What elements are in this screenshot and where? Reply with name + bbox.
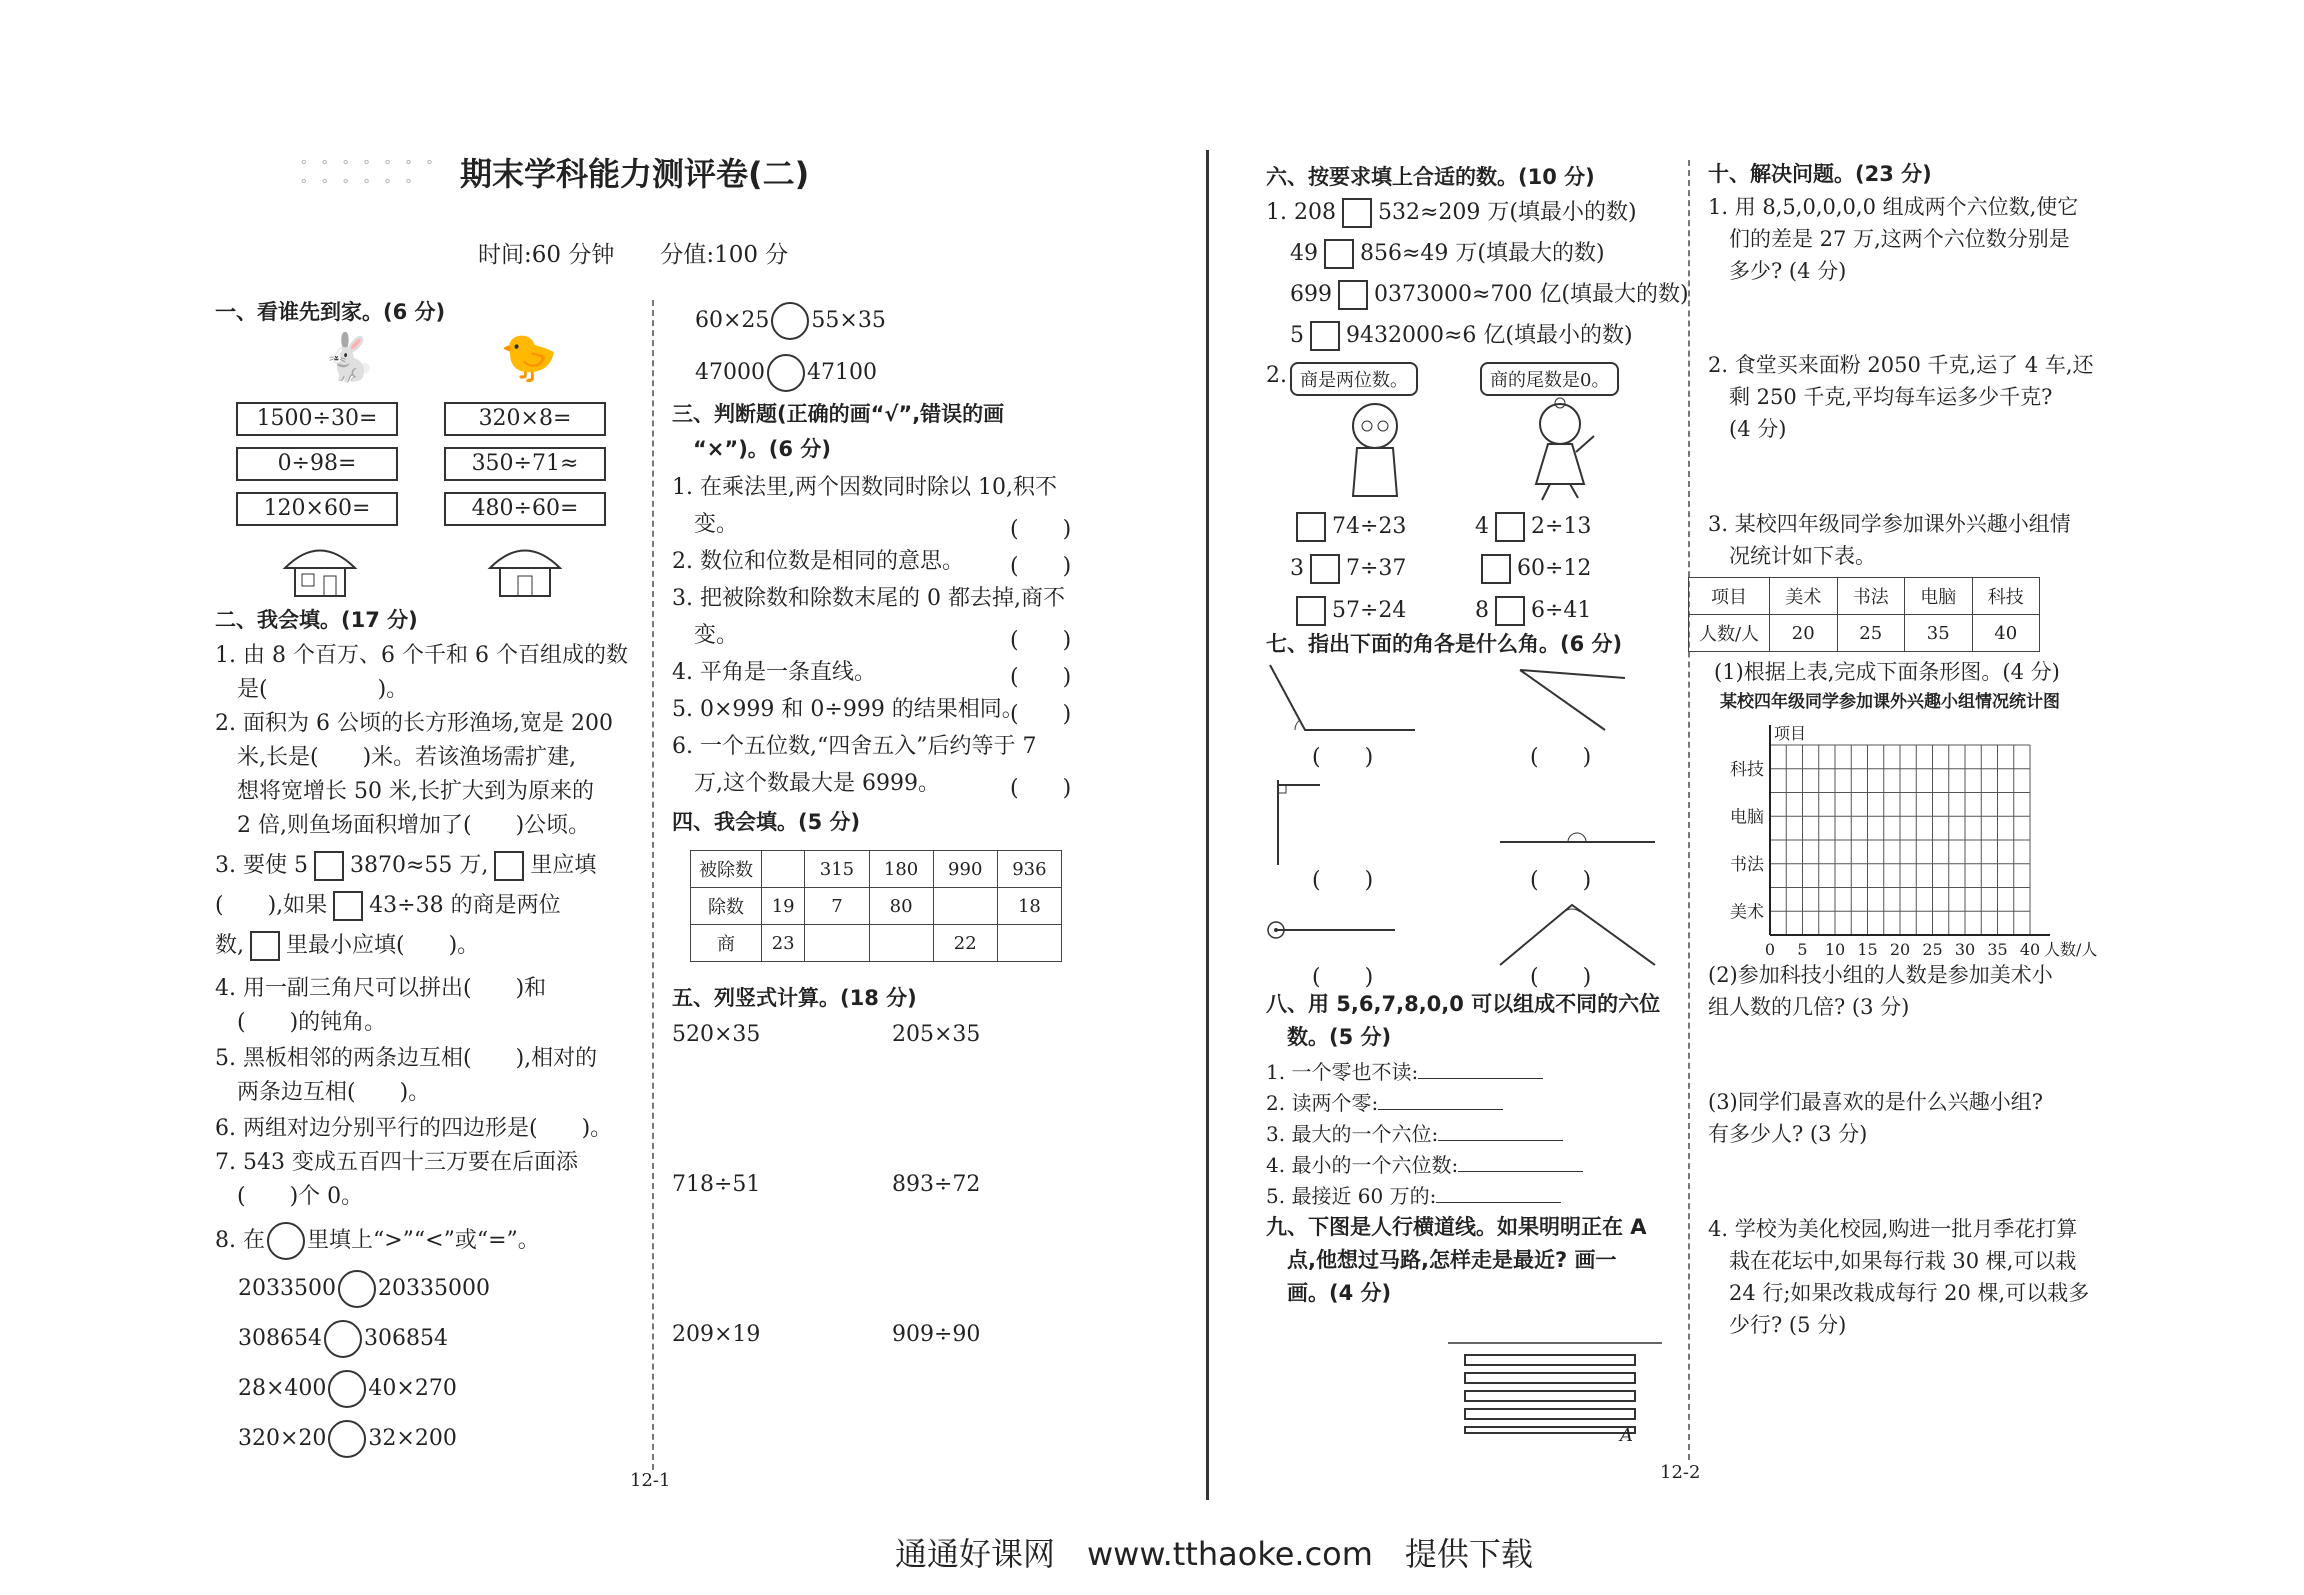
x-tick-label: 25 [1922, 940, 1943, 959]
x-tick-label: 30 [1954, 940, 1976, 959]
category-label: 书法 [1730, 854, 1764, 875]
section-6-heading: 六、按要求填上合适的数。(10 分) [1266, 165, 1595, 189]
q3-text-d: ( ),如果 [215, 893, 328, 918]
problem-line: 24 行;如果改栽成每行 20 棵,可以栽多 [1708, 1281, 2090, 1305]
quotient-row: 8 6÷41 [1475, 596, 1591, 626]
answer-paren[interactable]: ( ) [1312, 745, 1374, 770]
x-tick-label: 15 [1857, 940, 1878, 959]
compare-row: 60×25 55×35 [695, 302, 886, 340]
judge-line: 万,这个数最大是 6999。 [672, 771, 940, 796]
quotient-row: 57÷24 [1290, 596, 1406, 626]
judge-line: 3. 把被除数和除数末尾的 0 都去掉,商不 [672, 586, 1065, 611]
quotient-row: 74÷23 [1290, 512, 1406, 542]
compare-row: 320×20 32×200 [238, 1420, 457, 1458]
compare-circle[interactable] [324, 1320, 362, 1358]
judge-line: 1. 在乘法里,两个因数同时除以 10,积不 [672, 475, 1057, 500]
section-1-heading: 一、看谁先到家。(6 分) [215, 300, 446, 324]
question-line: 两条边互相( )。 [215, 1080, 431, 1105]
q3-text-a: 3. 要使 5 [215, 853, 308, 878]
problem-line: 2. 食堂买来面粉 2050 千克,运了 4 车,还 [1708, 353, 2094, 377]
problem-line: 1. 用 8,5,0,0,0,0 组成两个六位数,使它 [1708, 195, 2079, 219]
point-a-label: A [1620, 1425, 1633, 1446]
blank-square[interactable] [1296, 596, 1326, 626]
table-cell: 除数 [691, 888, 762, 925]
answer-paren[interactable]: ( ) [1312, 965, 1374, 990]
quotient-row: 3 7÷37 [1290, 554, 1406, 584]
q8-text-b: 里填上“>”“<”或“=”。 [306, 1228, 540, 1253]
angle-diagrams [1260, 660, 1680, 1010]
exam-subtitle: 时间:60 分钟 分值:100 分 [478, 242, 789, 268]
page-number: 12-2 [1660, 1462, 1701, 1483]
expr-box: 350÷71≈ [444, 447, 606, 481]
question-line: 想将宽增长 50 米,长扩大到为原来的 [215, 779, 594, 804]
chart-title: 某校四年级同学参加课外兴趣小组情况统计图 [1720, 692, 2060, 712]
crosswalk-diagram [1440, 1325, 1670, 1435]
bird-icon: 🐤 [500, 330, 558, 384]
problem-line: (3)同学们最喜欢的是什么兴趣小组? [1708, 1090, 2044, 1114]
page-title: 期末学科能力测评卷(二) [460, 155, 810, 193]
problem-line: (2)参加科技小组的人数是参加美术小 [1708, 963, 2053, 987]
fill-row: 1. 208 532≈209 万(填最小的数) [1266, 198, 1637, 228]
question-line: 2 倍,则鱼场面积增加了( )公顷。 [215, 813, 591, 838]
blank-square[interactable] [1296, 512, 1326, 542]
q3-text-f: 数, [215, 933, 244, 958]
question-line: 5. 黑板相邻的两条边互相( ),相对的 [215, 1046, 598, 1071]
question-line: 是( )。 [215, 677, 409, 702]
question-line: 1. 由 8 个百万、6 个千和 6 个百组成的数 [215, 643, 628, 668]
answer-paren[interactable]: ( ) [1312, 868, 1374, 893]
section-3-heading: 三、判断题(正确的画“√”,错误的画 [672, 402, 1005, 426]
blank-square[interactable] [1342, 198, 1372, 228]
answer-line: 1. 一个零也不读: [1266, 1058, 1543, 1084]
problem-line: 剩 250 千克,平均每车运多少千克? [1708, 385, 2053, 409]
decor-dots: ∘ ∘ ∘ ∘ ∘ ∘ ∘ ∘ ∘ ∘ ∘ ∘ ∘ [300, 152, 438, 190]
blank-square[interactable] [1495, 512, 1525, 542]
division-table: 被除数 315 180 990 936 除数 19 7 80 18 商 23 22 [690, 850, 1062, 962]
problem-line: 栽在花坛中,如果每行栽 30 棵,可以栽 [1708, 1249, 2077, 1273]
expr-box: 120×60= [236, 492, 398, 526]
calc-item: 893÷72 [892, 1172, 981, 1197]
category-label: 电脑 [1730, 807, 1764, 828]
section-8-heading: 八、用 5,6,7,8,0,0 可以组成不同的六位 [1266, 992, 1661, 1016]
question-line [215, 851, 596, 881]
blank-square[interactable] [333, 891, 363, 921]
answer-line: 2. 读两个零: [1266, 1089, 1503, 1115]
bar-chart [1710, 720, 2098, 960]
x-tick-label: 0 [1764, 940, 1776, 959]
category-label: 科技 [1730, 759, 1764, 780]
table-cell: 商 [691, 925, 762, 962]
judge-line: 2. 数位和位数是相同的意思。 [672, 549, 964, 574]
quotient-row: 60÷12 [1475, 554, 1591, 584]
quotient-row: 4 2÷13 [1475, 512, 1591, 542]
q3-text-c: 里应填 [530, 853, 597, 878]
section-10-heading: 十、解决问题。(23 分) [1708, 162, 1932, 186]
rabbit-icon: 🐇 [320, 330, 378, 384]
expr-box: 480÷60= [444, 492, 606, 526]
q3-text-e: 43÷38 的商是两位 [369, 893, 561, 918]
speech-bubble: 商的尾数是0。 [1480, 362, 1619, 396]
girl-icon [1335, 398, 1415, 502]
x-tick-label: 40 [2019, 940, 2041, 959]
question-line: 7. 543 变成五百四十三万要在后面添 [215, 1150, 578, 1175]
table-cell: 人数/人 [1689, 615, 1770, 652]
house-icon [280, 538, 360, 598]
problem-line: (4 分) [1708, 417, 1787, 441]
q2-number: 2. [1266, 363, 1287, 388]
section-9-heading-cont: 点,他想过马路,怎样走是最近? 画一 [1266, 1248, 1617, 1272]
question-line [215, 891, 561, 921]
answer-paren[interactable]: ( ) [1010, 517, 1072, 542]
x-tick-label: 35 [1987, 940, 2008, 959]
interest-table: 项目 美术 书法 电脑 科技 人数/人 20 25 35 40 [1688, 577, 2040, 652]
blank-square[interactable] [1310, 554, 1340, 584]
answer-line: 5. 最接近 60 万的: [1266, 1182, 1561, 1208]
answer-paren[interactable]: ( ) [1010, 665, 1072, 690]
table-cell: 项目 [1689, 578, 1770, 615]
question-line [215, 1222, 540, 1260]
problem-line: 况统计如下表。 [1708, 544, 1876, 568]
problem-line: (1)根据上表,完成下面条形图。(4 分) [1714, 660, 2060, 684]
compare-circle[interactable] [767, 354, 805, 392]
x-tick-label: 5 [1797, 940, 1808, 959]
blank-square[interactable] [1338, 280, 1368, 310]
question-line: ( )个 0。 [215, 1184, 364, 1209]
section-8-heading-cont: 数。(5 分) [1266, 1025, 1392, 1049]
fill-row: 5 9432000≈6 亿(填最小的数) [1290, 321, 1633, 351]
problem-line: 3. 某校四年级同学参加课外兴趣小组情 [1708, 512, 2071, 536]
problem-line: 组人数的几倍? (3 分) [1708, 995, 1910, 1019]
page-divider [1206, 150, 1209, 1500]
question-line: ( )的钝角。 [215, 1010, 387, 1035]
compare-circle[interactable] [328, 1420, 366, 1458]
answer-paren[interactable]: ( ) [1530, 745, 1592, 770]
compare-circle[interactable] [328, 1370, 366, 1408]
blank-square[interactable] [314, 851, 344, 881]
blank-square[interactable] [1324, 239, 1354, 269]
q3-text-b: 3870≈55 万, [349, 853, 489, 878]
compare-row: 2033500 20335000 [238, 1270, 490, 1308]
house-icon [485, 538, 565, 598]
y-axis-label: 项目 [1774, 724, 1807, 743]
question-line: 米,长是( )米。若该渔场需扩建, [215, 745, 577, 770]
footer-watermark: 通通好课网 www.tthaoke.com 提供下载 [895, 1535, 1533, 1573]
answer-line: 3. 最大的一个六位: [1266, 1120, 1563, 1146]
fill-row: 49 856≈49 万(填最大的数) [1290, 239, 1605, 269]
fill-row: 699 0373000≈700 亿(填最大的数) [1290, 280, 1689, 310]
judge-line: 变。 [672, 623, 739, 648]
problem-line: 们的差是 27 万,这两个六位数分别是 [1708, 227, 2070, 251]
judge-line: 6. 一个五位数,“四舍五入”后约等于 7 [672, 734, 1037, 759]
calc-item: 520×35 [672, 1022, 761, 1047]
q8-text-a: 8. 在 [215, 1228, 265, 1253]
compare-row: 28×400 40×270 [238, 1370, 457, 1408]
compare-circle[interactable] [267, 1222, 305, 1260]
category-label: 美术 [1730, 902, 1764, 923]
compare-row: 47000 47100 [695, 354, 877, 392]
q3-text-g: 里最小应填( )。 [286, 933, 480, 958]
page-number: 12-1 [630, 1470, 671, 1491]
answer-paren[interactable]: ( ) [1010, 628, 1072, 653]
answer-paren[interactable]: ( ) [1010, 776, 1072, 801]
judge-line: 5. 0×999 和 0÷999 的结果相同。 [672, 697, 1024, 722]
girl-icon [1520, 398, 1600, 502]
section-9-heading: 九、下图是人行横道线。如果明明正在 A [1266, 1215, 1647, 1239]
problem-line: 有多少人? (3 分) [1708, 1122, 1868, 1146]
answer-line: 4. 最小的一个六位数: [1266, 1151, 1583, 1177]
blank-square[interactable] [1481, 554, 1511, 584]
x-axis-label: 人数/人 [2044, 940, 2098, 959]
problem-line: 4. 学校为美化校园,购进一批月季花打算 [1708, 1217, 2078, 1241]
compare-row: 308654 306854 [238, 1320, 448, 1358]
blank-square[interactable] [1495, 596, 1525, 626]
blank-square[interactable] [1310, 321, 1340, 351]
compare-circle[interactable] [771, 302, 809, 340]
section-3-heading-cont: “×”)。(6 分) [672, 437, 831, 461]
expr-box: 1500÷30= [236, 402, 398, 436]
question-line [215, 931, 479, 961]
expr-box: 320×8= [444, 402, 606, 436]
answer-paren[interactable]: ( ) [1530, 868, 1592, 893]
calc-item: 718÷51 [672, 1172, 761, 1197]
question-line: 2. 面积为 6 公顷的长方形渔场,宽是 200 [215, 711, 613, 736]
judge-line: 4. 平角是一条直线。 [672, 660, 876, 685]
x-tick-label: 10 [1824, 940, 1846, 959]
answer-paren[interactable]: ( ) [1010, 554, 1072, 579]
column-divider [1688, 160, 1690, 1460]
problem-line: 多少? (4 分) [1708, 259, 1847, 283]
section-4-heading: 四、我会填。(5 分) [672, 810, 861, 834]
answer-paren[interactable]: ( ) [1530, 965, 1592, 990]
blank-square[interactable] [494, 851, 524, 881]
expr-box: 0÷98= [236, 447, 398, 481]
answer-paren[interactable]: ( ) [1010, 702, 1072, 727]
section-5-heading: 五、列竖式计算。(18 分) [672, 986, 917, 1010]
question-line: 4. 用一副三角尺可以拼出( )和 [215, 976, 547, 1001]
compare-circle[interactable] [338, 1270, 376, 1308]
problem-line: 少行? (5 分) [1708, 1313, 1847, 1337]
question-line: 6. 两组对边分别平行的四边形是( )。 [215, 1116, 613, 1141]
column-divider [652, 300, 654, 1470]
section-7-heading: 七、指出下面的角各是什么角。(6 分) [1266, 632, 1623, 656]
calc-item: 205×35 [892, 1022, 981, 1047]
table-cell: 被除数 [691, 851, 762, 888]
section-9-heading-cont: 画。(4 分) [1266, 1281, 1392, 1305]
blank-square[interactable] [250, 931, 280, 961]
section-2-heading: 二、我会填。(17 分) [215, 608, 418, 632]
speech-bubble: 商是两位数。 [1290, 362, 1418, 396]
judge-line: 变。 [672, 512, 739, 537]
calc-item: 909÷90 [892, 1322, 981, 1347]
x-tick-label: 20 [1889, 940, 1911, 959]
calc-item: 209×19 [672, 1322, 761, 1347]
